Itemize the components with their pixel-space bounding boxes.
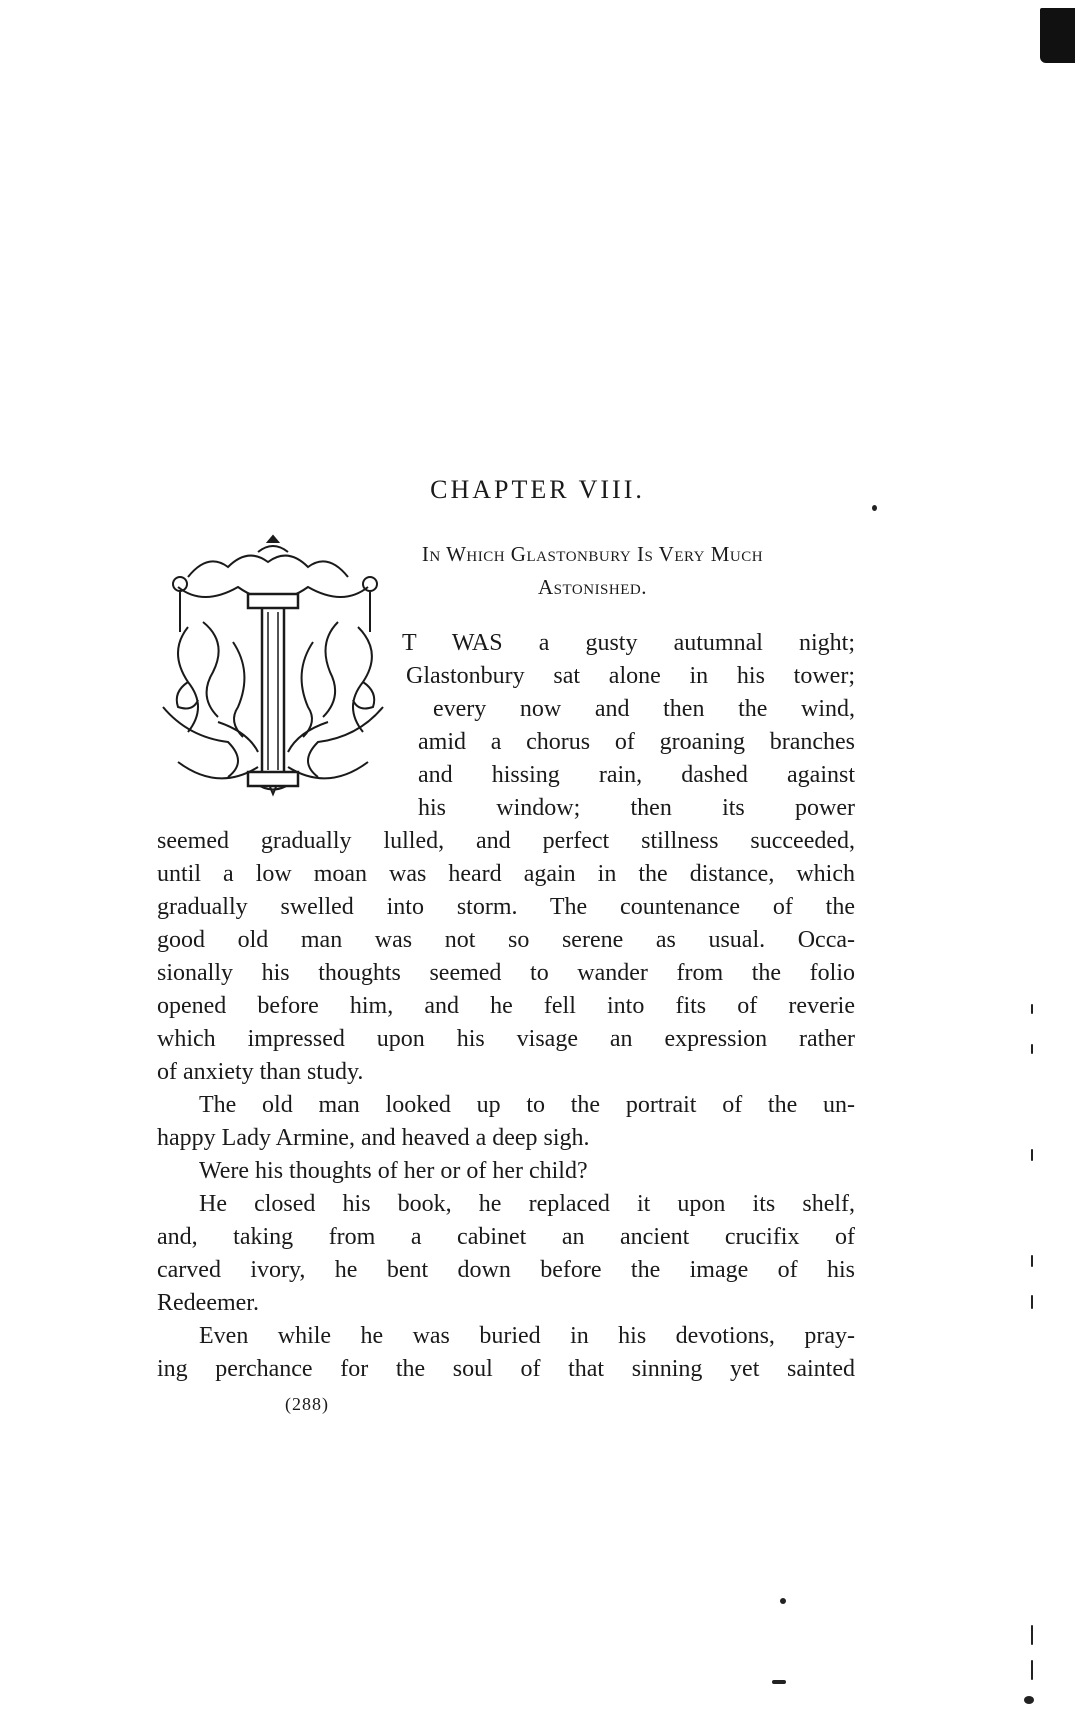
scan-speck: [1031, 1625, 1033, 1645]
ornamental-drop-cap: [158, 532, 408, 802]
text-line: Redeemer.: [157, 1290, 259, 1316]
text-line: seemed gradually lulled, and perfect stillness succeeded,: [157, 828, 855, 854]
text-line: amid a chorus of groaning branches: [418, 729, 855, 755]
scan-edge-mark: [1040, 8, 1075, 63]
text-line: until a low moan was heard again in the distance, which: [157, 861, 855, 887]
scan-speck: [1024, 1696, 1034, 1704]
scan-speck: [1031, 1149, 1033, 1161]
scan-speck: [1031, 1255, 1033, 1267]
text-line: and, taking from a cabinet an ancient crucifix of: [157, 1224, 855, 1250]
text-line: T WAS a gusty autumnal night;: [402, 630, 855, 656]
text-line: The old man looked up to the portrait of the un-: [199, 1092, 855, 1118]
scan-speck: [772, 1680, 786, 1684]
scan-speck: [1031, 1004, 1033, 1014]
scan-speck: [1031, 1044, 1033, 1054]
scan-speck: [780, 1598, 786, 1604]
text-line: carved ivory, he bent down before the image of his: [157, 1257, 855, 1283]
scan-speck: [872, 505, 877, 511]
chapter-subtitle-line-1: In Which Glastonbury Is Very Much: [421, 542, 764, 566]
text-line: opened before him, and he fell into fits of reverie: [157, 993, 855, 1019]
text-line: his window; then its power: [418, 795, 855, 821]
chapter-subtitle: [345, 538, 840, 604]
page-number: (288): [285, 1394, 329, 1414]
chapter-subtitle-line-2: Astonished.: [538, 575, 647, 599]
scan-speck: [1031, 1660, 1033, 1680]
text-line: of anxiety than study.: [157, 1059, 364, 1085]
text-line: good old man was not so serene as usual. Occa-: [157, 927, 855, 953]
text-line: He closed his book, he replaced it upon its shelf,: [199, 1191, 855, 1217]
text-line: gradually swelled into storm. The countenance of the: [157, 894, 855, 920]
text-line: happy Lady Armine, and heaved a deep sigh.: [157, 1125, 590, 1151]
text-line: every now and then the wind,: [433, 696, 855, 722]
text-line: ing perchance for the soul of that sinning yet sainted: [157, 1356, 855, 1382]
text-line: Glastonbury sat alone in his tower;: [406, 663, 855, 689]
text-line: sionally his thoughts seemed to wander from the folio: [157, 960, 855, 986]
text-line: which impressed upon his visage an expression rather: [157, 1026, 855, 1052]
chapter-heading: CHAPTER VIII.: [430, 475, 645, 504]
scan-speck: [1031, 1295, 1033, 1309]
text-line: Were his thoughts of her or of her child?: [199, 1158, 588, 1184]
text-line: Even while he was buried in his devotions, pray-: [199, 1323, 855, 1349]
text-line: and hissing rain, dashed against: [418, 762, 855, 788]
